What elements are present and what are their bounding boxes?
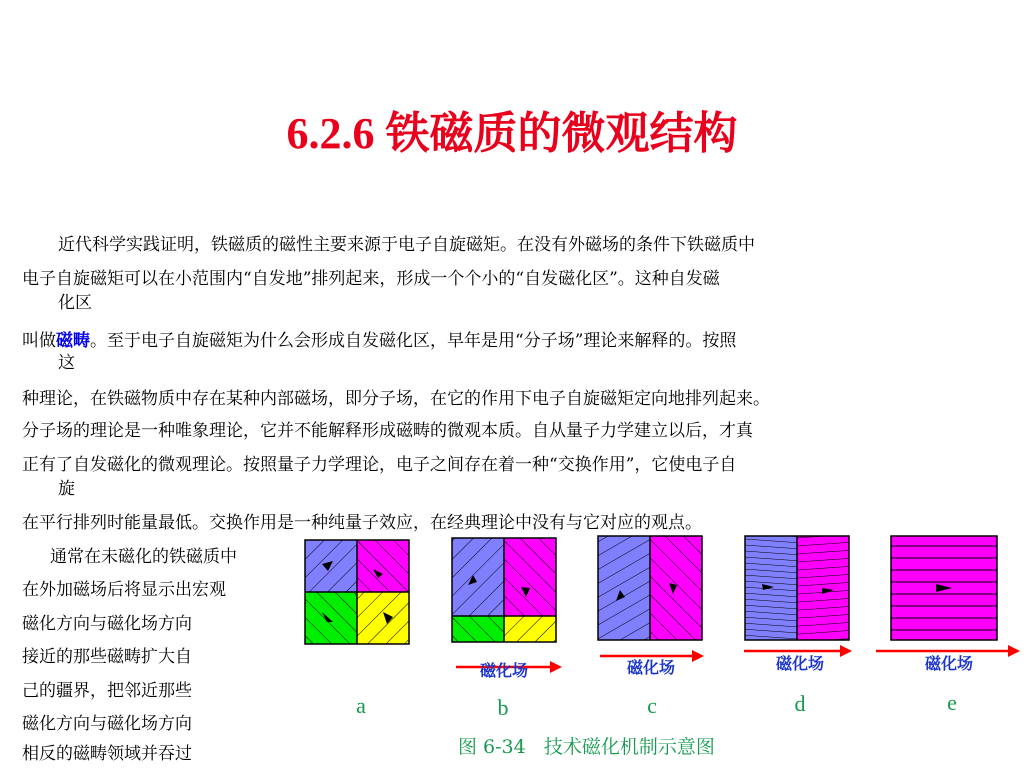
text-line: 化区 [58,293,92,313]
text-line: 己的疆界，把邻近那些 [22,681,192,701]
text-line: 正有了自发磁化的微观理论。按照量子力学理论，电子之间存在着一种“交换作用”，它使电子自 [22,455,737,475]
panel-a-domains [305,540,409,644]
field-label-e: 磁化场 [924,654,974,673]
text-line: 磁化方向与磁化场方向 [22,714,192,734]
figure-caption: 图 6-34 技术磁化机制示意图 [458,736,715,758]
text-line [22,330,736,352]
text-line: 分子场的理论是一种唯象理论，它并不能解释形成磁畴的微观本质。自从量子力学建立以后，才真 [22,421,753,441]
panel-label-c: c [647,693,657,718]
field-arrow-icon [692,650,704,662]
text-line: 旋 [58,479,75,499]
panel-e-domain [891,536,997,640]
text-line: 在外加磁场后将显示出宏观 [22,580,226,600]
text-line: 相反的磁畴领域并吞过 [22,744,192,764]
panel-label-b: b [497,695,509,720]
text-line: 电子自旋磁矩可以在小范围内“自发地”排列起来，形成一个个小的“自发磁化区”。这种自发磁 [22,269,720,289]
text-segment: 。至于电子自旋磁矩为什么会形成自发磁化区，早年是用“分子场”理论来解释的。按照 [90,331,737,351]
panel-label-d: d [794,691,806,716]
text-line: 在平行排列时能量最低。交换作用是一种纯量子效应，在经典理论中没有与它对应的观点。 [22,513,702,533]
text-line: 这 [58,353,75,373]
field-label-d: 磁化场 [775,654,825,673]
panel-c-domains [598,536,702,640]
text-line: 近代科学实践证明，铁磁质的磁性主要来源于电子自旋磁矩。在没有外磁场的条件下铁磁质中 [58,235,755,255]
field-label-c: 磁化场 [626,658,676,677]
text-line: 磁化方向与磁化场方向 [22,614,192,634]
slide-title: 6.2.6 铁磁质的微观结构 [286,109,738,158]
domain-magnetization-figure [290,530,1024,768]
panel-d-domains [745,536,849,640]
text-line: 通常在未磁化的铁磁质中 [50,547,237,567]
field-arrow-icon [1008,645,1020,657]
field-arrow-icon [550,661,562,673]
field-label-b: 磁化场 [479,661,529,680]
field-arrow-icon [840,645,852,657]
panel-label-a: a [356,693,366,718]
text-line: 接近的那些磁畴扩大自 [22,647,192,667]
panel-b-domains [452,538,556,642]
term-magnetic-domain: 磁畴 [56,331,90,351]
text-segment: 叫做 [22,331,56,351]
panel-label-e: e [947,690,957,715]
text-line: 种理论，在铁磁物质中存在某种内部磁场，即分子场，在它的作用下电子自旋磁矩定向地排列起来。 [22,389,770,409]
